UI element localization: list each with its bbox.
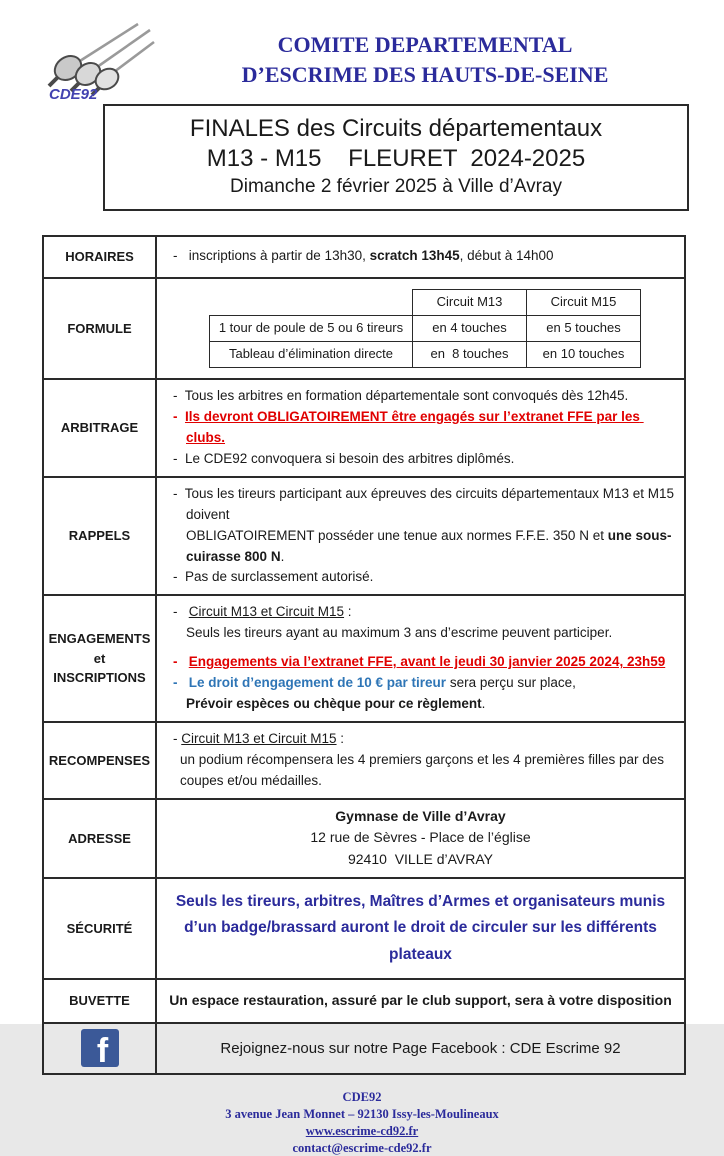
buvette-text: Un espace restauration, assuré par le club support, sera à votre disposition — [167, 990, 674, 1012]
engagements-fee: Le droit d’engagement de 10 € par tireur — [189, 675, 446, 690]
info-table — [42, 235, 686, 1075]
row-facebook — [43, 1023, 685, 1074]
engagements-label — [43, 595, 156, 722]
adresse-street: 12 rue de Sèvres - Place de l’église — [167, 827, 674, 849]
formule-header-row — [210, 289, 641, 315]
formule-row-tableau — [210, 341, 641, 367]
cde92-foils-logo — [46, 22, 154, 106]
engagements-label-line2: et — [46, 649, 153, 669]
recompenses-content — [156, 722, 685, 799]
rappels-line2-pre: OBLIGATOIREMENT posséder une tenue aux normes F.F.E. 350 N et — [186, 528, 608, 543]
footer-website-link[interactable]: www.escrime-cd92.fr — [306, 1124, 418, 1138]
footer — [0, 1089, 724, 1156]
event-title-box — [103, 104, 689, 211]
adresse-city: 92410 VILLE d’AVRAY — [167, 849, 674, 871]
arbitrage-line2 — [173, 407, 674, 449]
formule-row-poule — [210, 315, 641, 341]
row-formule — [43, 278, 685, 379]
buvette-content — [156, 979, 685, 1023]
row-engagements — [43, 595, 685, 722]
facebook-content — [156, 1023, 685, 1074]
rappels-souscuirasse: une sous-cuirasse 800 N — [186, 528, 671, 564]
horaires-post: , début à 14h00 — [460, 248, 554, 263]
row-recompenses — [43, 722, 685, 799]
recompenses-body1: un podium récompensera les 4 premiers garçons et les 4 premières filles par des — [173, 750, 674, 771]
recompenses-title — [173, 729, 674, 750]
committee-title-line2: D’ESCRIME DES HAUTS-DE-SEINE — [160, 60, 690, 90]
row-securite — [43, 878, 685, 979]
row-horaires — [43, 236, 685, 278]
row-rappels — [43, 477, 685, 596]
logo-text: CDE92 — [49, 86, 98, 103]
engagements-b1-colon: : — [344, 604, 352, 619]
recompenses-circuits: Circuit M13 et Circuit M15 — [181, 731, 336, 746]
engagements-circuits: Circuit M13 et Circuit M15 — [189, 604, 344, 619]
formule-tableau-m13: en 8 touches — [413, 341, 527, 367]
row-buvette — [43, 979, 685, 1023]
engagements-payment-bold: Prévoir espèces ou chèque pour ce règlement — [186, 696, 482, 711]
engagements-deadline: Engagements via l’extranet FFE, avant le jeudi 30 janvier 2025 2024, 23h59 — [189, 654, 665, 669]
recompenses-dash: - — [173, 731, 181, 746]
arbitrage-ffe-warning: Ils devront OBLIGATOIREMENT être engagés sur l’extranet FFE par les clubs. — [185, 409, 644, 445]
rappels-line2-post: . — [281, 549, 285, 564]
rappels-content — [156, 477, 685, 596]
formule-label: FORMULE — [43, 278, 156, 379]
arbitrage-line1: - Tous les arbitres en formation départementale sont convoqués dès 12h45. — [173, 386, 674, 407]
facebook-icon-letter: f — [97, 1036, 108, 1067]
engagements-payment-period: . — [482, 696, 486, 711]
facebook-cell — [43, 1023, 156, 1074]
horaires-scratch: scratch 13h45 — [370, 248, 460, 263]
rappels-line1: - Tous les tireurs participant aux épreuves des circuits départementaux M13 et M15 doivent — [173, 484, 674, 526]
horaires-content — [156, 236, 685, 278]
engagements-bullet1-title — [173, 602, 674, 623]
formule-poule-m15: en 5 touches — [527, 315, 641, 341]
engagements-bullet2 — [173, 652, 674, 673]
footer-email: contact@escrime-cde92.fr — [0, 1140, 724, 1156]
arbitrage-line3: - Le CDE92 convoquera si besoin des arbitres diplômés. — [173, 449, 674, 470]
committee-title-line1: COMITE DEPARTEMENTAL — [160, 30, 690, 60]
rappels-line2 — [173, 526, 674, 568]
engagements-b3-dash: - — [173, 675, 189, 690]
horaires-pre: - inscriptions à partir de 13h30, — [173, 248, 370, 263]
adresse-venue: Gymnase de Ville d’Avray — [167, 806, 674, 828]
row-adresse — [43, 799, 685, 878]
securite-text: Seuls les tireurs, arbitres, Maîtres d’Armes et organisateurs munis d’un badge/brassard auront le droit de circuler sur les différents plateaux — [167, 885, 674, 972]
horaires-text — [173, 246, 674, 267]
event-category: M13 - M15 FLEURET 2024-2025 — [109, 144, 683, 174]
header — [0, 0, 724, 100]
rappels-line3: - Pas de surclassement autorisé. — [173, 567, 674, 588]
engagements-label-line1: ENGAGEMENTS — [46, 629, 153, 649]
formule-tableau-m15: en 10 touches — [527, 341, 641, 367]
engagements-label-line3: INSCRIPTIONS — [46, 668, 153, 688]
rappels-label: RAPPELS — [43, 477, 156, 596]
formule-tableau-name: Tableau d’élimination directe — [210, 341, 413, 367]
row-arbitrage — [43, 379, 685, 477]
horaires-label: HORAIRES — [43, 236, 156, 278]
facebook-icon[interactable] — [81, 1029, 119, 1067]
engagements-b2-dash: - — [173, 654, 189, 669]
formule-header-m15: Circuit M15 — [527, 289, 641, 315]
engagements-bullet3 — [173, 673, 674, 694]
recompenses-body2: coupes et/ou médailles. — [173, 771, 674, 792]
event-date-place: Dimanche 2 février 2025 à Ville d’Avray — [109, 175, 683, 200]
facebook-text: Rejoignez-nous sur notre Page Facebook : CDE Escrime 92 — [167, 1037, 674, 1060]
committee-title — [160, 22, 690, 89]
arbitrage-content — [156, 379, 685, 477]
engagements-payment — [173, 694, 674, 715]
formule-header-m13: Circuit M13 — [413, 289, 527, 315]
formule-inner-table — [209, 289, 641, 368]
recompenses-colon: : — [337, 731, 345, 746]
arbitrage-line2-dash: - — [173, 409, 185, 424]
formule-empty-header — [210, 289, 413, 315]
engagements-b1-dash: - — [173, 604, 189, 619]
engagements-content — [156, 595, 685, 722]
securite-label: SÉCURITÉ — [43, 878, 156, 979]
formule-poule-name: 1 tour de poule de 5 ou 6 tireurs — [210, 315, 413, 341]
adresse-content — [156, 799, 685, 878]
event-title: FINALES des Circuits départementaux — [109, 114, 683, 144]
formule-content — [156, 278, 685, 379]
footer-org: CDE92 — [0, 1089, 724, 1106]
buvette-label: BUVETTE — [43, 979, 156, 1023]
engagements-b3-rest: sera perçu sur place, — [446, 675, 576, 690]
securite-content — [156, 878, 685, 979]
formule-poule-m13: en 4 touches — [413, 315, 527, 341]
recompenses-label: RECOMPENSES — [43, 722, 156, 799]
adresse-label: ADRESSE — [43, 799, 156, 878]
arbitrage-label: ARBITRAGE — [43, 379, 156, 477]
footer-address: 3 avenue Jean Monnet – 92130 Issy-les-Moulineaux — [0, 1106, 724, 1123]
engagements-bullet1-body: Seuls les tireurs ayant au maximum 3 ans d’escrime peuvent participer. — [173, 623, 674, 644]
